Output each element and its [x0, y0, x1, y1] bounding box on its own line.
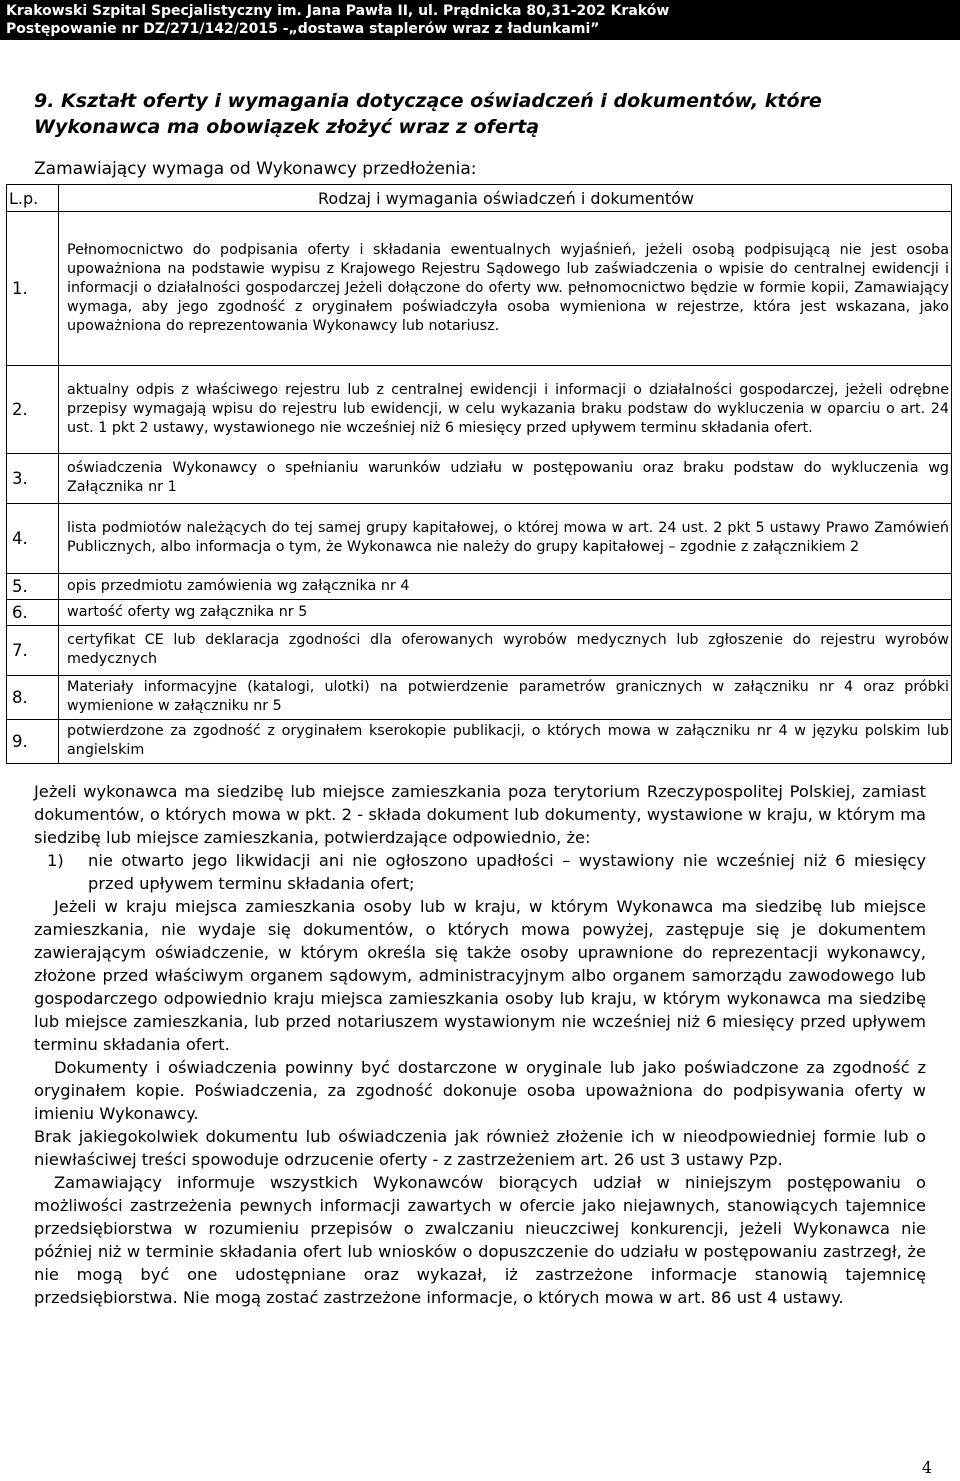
list-item	[34, 849, 926, 895]
list-item-number: 1)	[47, 851, 64, 870]
header-procurement: Postępowanie nr DZ/271/142/2015 -„dostawa staplerów wraz z ładunkami”	[6, 21, 600, 37]
table-row	[7, 600, 952, 626]
row-number: 5.	[7, 574, 59, 600]
table-row	[7, 454, 952, 504]
row-text: certyfikat CE lub deklaracja zgodności dla oferowanych wyrobów medycznych lub zgłoszenie do rejestru wyrobów medycznych	[59, 626, 952, 676]
table-row	[7, 574, 952, 600]
page-number: 4	[921, 1458, 932, 1477]
paragraph-confidentiality: Zamawiający informuje wszystkich Wykonawców biorących udział w niniejszym postępowaniu o możliwości zastrzeżenia pewnych informacji zawartych w ofercie jako niejawnych, stanowiących tajemnice przedsiębiorstwa w rozumieniu przepisów o zwalczaniu nieuczciwej konkurencji, jeżeli Wykonawca nie później niż w terminie składania ofert lub wniosków o dopuszczenie do udziału w postępowaniu zastrzegł, że nie mogą być one udostępniane oraz wykazał, iż zastrzeżone informacje stanowią tajemnicę przedsiębiorstwa. Nie mogą zostać zastrzeżone informacje, o których mowa w art. 86 ust 4 ustawy.	[34, 1173, 926, 1307]
column-header-lp: L.p.	[7, 185, 59, 212]
row-text: lista podmiotów należących do tej samej grupy kapitałowej, o której mowa w art. 24 ust. 2 pkt 5 ustawy Prawo Zamówień Publicznych, albo informacja o tym, że Wykonawca nie należy do grupy kapitałowej – zgodnie z załącznikiem 2	[59, 504, 952, 574]
row-text: Pełnomocnictwo do podpisania oferty i składania ewentualnych wyjaśnień, jeżeli osobą podpisującą nie jest osoba upoważniona na podstawie wypisu z Krajowego Rejestru Sądowego lub zaświadczenia o wpisie do centralnej ewidencji i informacji o działalności gospodarczej Jeżeli dołączone do oferty ww. pełnomocnictwo będzie w formie kopii, Zamawiający wymaga, aby jego zgodność z oryginałem poświadczyła osoba wymieniona w rejestrze, która jest wskazana, jako upoważniona do reprezentowania Wykonawcy lub notariusz.	[59, 212, 952, 366]
paragraph-originals: Dokumenty i oświadczenia powinny być dostarczone w oryginale lub jako poświadczone za zgodność z oryginałem kopie. Poświadczenia, za zgodność dokonuje osoba upoważniona do podpisywania oferty w imieniu Wykonawcy.	[34, 1058, 926, 1123]
table-row	[7, 212, 952, 366]
row-number: 1.	[7, 212, 59, 366]
row-number: 9.	[7, 720, 59, 764]
table-row	[7, 366, 952, 454]
row-number: 2.	[7, 366, 59, 454]
row-text: oświadczenia Wykonawcy o spełnianiu warunków udziału w postępowaniu oraz braku podstaw do wykluczenia wg Załącznika nr 1	[59, 454, 952, 504]
row-number: 3.	[7, 454, 59, 504]
paragraph-foreign-seat: Jeżeli wykonawca ma siedzibę lub miejsce zamieszkania poza terytorium Rzeczypospolitej Polskiej, zamiast dokumentów, o których mowa w pkt. 2 - składa dokument lub dokumenty, wystawione w kraju, w którym ma siedzibę lub miejsce zamieszkania, potwierdzające odpowiednio, że:	[34, 782, 926, 847]
row-number: 6.	[7, 600, 59, 626]
row-text: opis przedmiotu zamówienia wg załącznika nr 4	[59, 574, 952, 600]
section-intro: Zamawiający wymaga od Wykonawcy przedłożenia:	[34, 159, 477, 179]
row-number: 4.	[7, 504, 59, 574]
body-text	[34, 780, 926, 1309]
table-row	[7, 676, 952, 720]
row-text: Materiały informacyjne (katalogi, ulotki) na potwierdzenie parametrów granicznych w załączniku nr 4 oraz próbki wymienione w załączniku nr 5	[59, 676, 952, 720]
table-row	[7, 504, 952, 574]
table-row	[7, 626, 952, 676]
section-title: 9. Kształt oferty i wymagania dotyczące oświadczeń i dokumentów, które Wykonawca ma obowiązek złożyć wraz z ofertą	[34, 90, 822, 138]
paragraph-replacement-document: Jeżeli w kraju miejsca zamieszkania osoby lub w kraju, w którym Wykonawca ma siedzibę lub miejsce zamieszkania, nie wydaje się dokumentów, o których mowa powyżej, zastępuje się je dokumentem zawierającym oświadczenie, w którym określa się także osoby uprawnione do reprezentacji wykonawcy, złożone przed właściwym organem sądowym, administracyjnym albo organem samorządu zawodowego lub gospodarczego odpowiednio kraju miejsca zamieszkania osoby lub kraju, w którym wykonawca ma siedzibę lub miejsce zamieszkania, lub przed notariuszem wystawionym nie wcześniej niż 6 miesięcy przed upływem terminu składania ofert.	[34, 897, 926, 1054]
paragraph-missing-documents: Brak jakiegokolwiek dokumentu lub oświadczenia jak również złożenie ich w nieodpowiedniej formie lub o niewłaściwej treści spowoduje odrzucenie oferty - z zastrzeżeniem art. 26 ust 3 ustawy Pzp.	[34, 1127, 926, 1169]
row-text: potwierdzone za zgodność z oryginałem kserokopie publikacji, o których mowa w załączniku nr 4 w języku polskim lub angielskim	[59, 720, 952, 764]
list-item-text: nie otwarto jego likwidacji ani nie ogłoszono upadłości – wystawiony nie wcześniej niż 6 miesięcy przed upływem terminu składania ofert;	[88, 851, 926, 893]
requirements-table	[6, 184, 952, 764]
table-header-row	[7, 185, 952, 212]
header-institution: Krakowski Szpital Specjalistyczny im. Jana Pawła II, ul. Prądnicka 80,31-202 Kraków	[6, 3, 670, 19]
row-text: wartość oferty wg załącznika nr 5	[59, 600, 952, 626]
table-row	[7, 720, 952, 764]
row-number: 7.	[7, 626, 59, 676]
document-header	[0, 0, 960, 40]
row-number: 8.	[7, 676, 59, 720]
row-text: aktualny odpis z właściwego rejestru lub z centralnej ewidencji i informacji o działalności gospodarczej, jeżeli odrębne przepisy wymagają wpisu do rejestru lub ewidencji, w celu wykazania braku podstaw do wykluczenia w oparciu o art. 24 ust. 1 pkt 2 ustawy, wystawionego nie wcześniej niż 6 miesięcy przed upływem terminu składania ofert.	[59, 366, 952, 454]
column-header-rodzaj: Rodzaj i wymagania oświadczeń i dokumentów	[59, 185, 952, 212]
